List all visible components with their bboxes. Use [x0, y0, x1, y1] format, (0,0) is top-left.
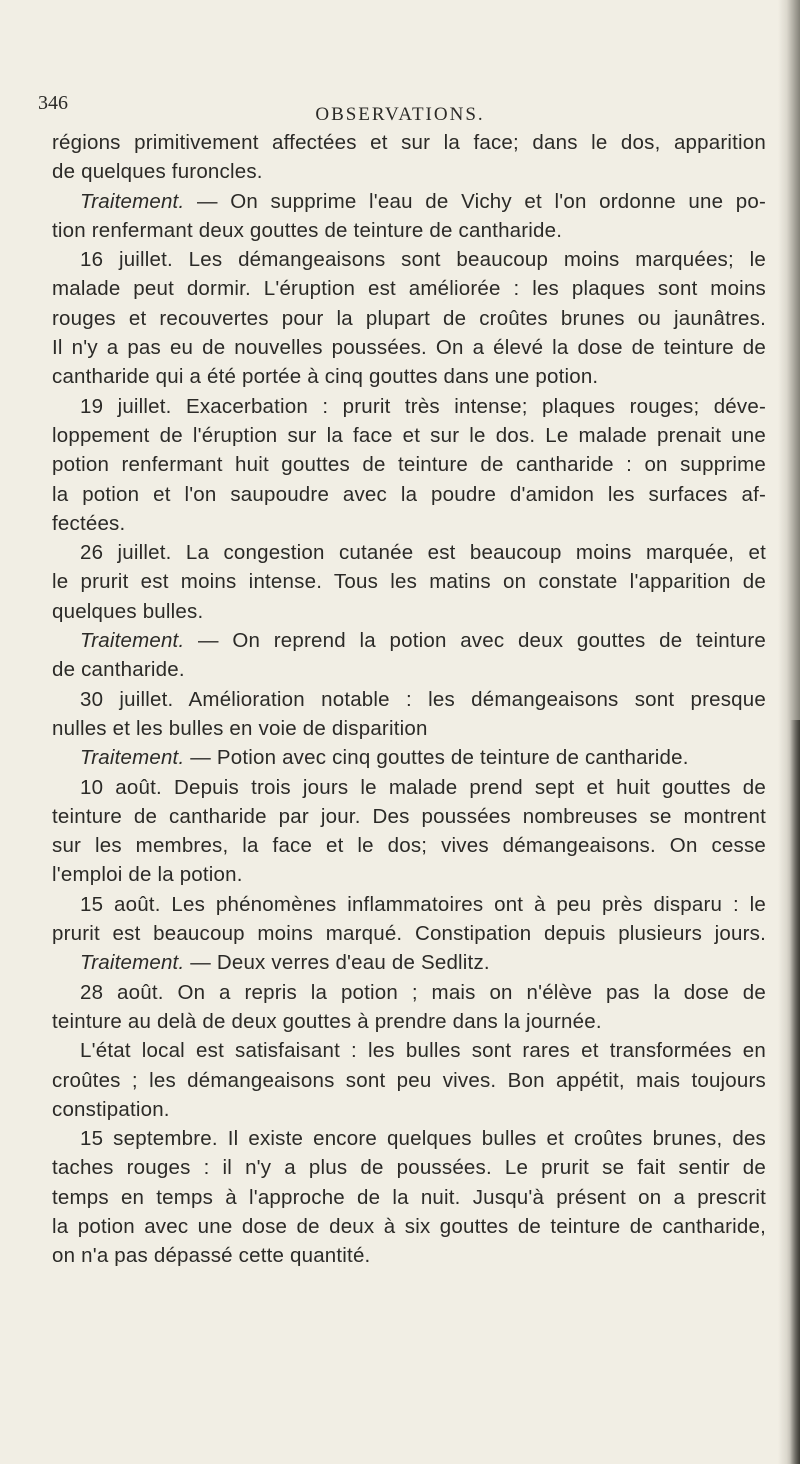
text-line: [52, 1066, 766, 1095]
line-text: temps en temps à l'approche de la nuit. Jusqu'à présent on a prescrit: [52, 1185, 766, 1209]
line-text: — Deux verres d'eau de Sedlitz.: [184, 951, 490, 975]
text-line: [52, 802, 766, 831]
line-text: cantharide qui a été portée à cinq gouttes dans une potion.: [52, 365, 599, 389]
line-text: le prurit est moins intense. Tous les matins on constate l'apparition de: [52, 570, 766, 594]
italic-label: Traitement.: [80, 629, 185, 653]
line-text: — Potion avec cinq gouttes de teinture de cantharide.: [184, 746, 689, 770]
line-text: de cantharide.: [52, 658, 185, 682]
line-text: — On reprend la potion avec deux gouttes de teinture: [184, 629, 766, 653]
text-line: [52, 1095, 766, 1124]
line-text: Il n'y a pas eu de nouvelles poussées. On a élevé la dose de teinture de: [52, 336, 766, 360]
text-line: [52, 567, 766, 596]
text-line: [52, 1124, 766, 1153]
text-line: [52, 1007, 766, 1036]
text-line: [52, 978, 766, 1007]
text-line: [52, 274, 766, 303]
line-text: on n'a pas dépassé cette quantité.: [52, 1244, 371, 1268]
line-text: — On supprime l'eau de Vichy et l'on ordonne une po-: [184, 189, 766, 213]
line-text: la potion avec une dose de deux à six gouttes de teinture de cantharide,: [52, 1214, 766, 1238]
line-text: de quelques furoncles.: [52, 160, 263, 184]
line-text: nulles et les bulles en voie de disparition: [52, 716, 428, 740]
line-text: taches rouges : il n'y a plus de poussées. Le prurit se fait sentir de: [52, 1156, 766, 1180]
line-text: la potion et l'on saupoudre avec la poudre d'amidon les surfaces af-: [52, 482, 766, 506]
text-line: [52, 128, 766, 157]
line-text: L'état local est satisfaisant : les bulles sont rares et transformées en: [80, 1039, 766, 1063]
body-text: [52, 128, 766, 1271]
text-line: [52, 890, 766, 919]
text-line: [52, 245, 766, 274]
line-text: 30 juillet. Amélioration notable : les démangeaisons sont presque: [80, 687, 766, 711]
text-line: [52, 597, 766, 626]
text-line: [52, 421, 766, 450]
line-text: malade peut dormir. L'éruption est améliorée : les plaques sont moins: [52, 277, 766, 301]
line-text: 16 juillet. Les démangeaisons sont beaucoup moins marquées; le: [80, 248, 766, 272]
text-line: [52, 1212, 766, 1241]
text-line: [52, 919, 766, 948]
line-text: sur les membres, la face et le dos; vives démangeaisons. On cesse: [52, 834, 766, 858]
line-text: 19 juillet. Exacerbation : prurit très intense; plaques rouges; déve-: [80, 394, 766, 418]
text-line: [52, 1241, 766, 1270]
line-text: quelques bulles.: [52, 599, 204, 623]
italic-label: Traitement.: [80, 746, 185, 770]
page-number: 346: [38, 92, 68, 114]
line-text: teinture au delà de deux gouttes à prendre dans la journée.: [52, 1009, 602, 1033]
text-line: [52, 626, 766, 655]
line-text: potion renfermant huit gouttes de teinture de cantharide : on supprime: [52, 453, 766, 477]
text-line: [52, 860, 766, 889]
text-line: [52, 743, 766, 772]
text-line: [52, 948, 766, 977]
text-line: [52, 157, 766, 186]
binding-edge: [790, 720, 800, 1464]
italic-label: Traitement.: [80, 189, 185, 213]
text-line: [52, 831, 766, 860]
text-line: [52, 773, 766, 802]
text-line: [52, 187, 766, 216]
line-text: rouges et recouvertes pour la plupart de croûtes brunes ou jaunâtres.: [52, 306, 766, 330]
running-head: OBSERVATIONS.: [315, 104, 485, 125]
text-line: [52, 1036, 766, 1065]
line-text: 26 juillet. La congestion cutanée est beaucoup moins marquée, et: [80, 541, 766, 565]
text-line: [52, 714, 766, 743]
text-line: [52, 304, 766, 333]
line-text: l'emploi de la potion.: [52, 863, 243, 887]
text-line: [52, 1153, 766, 1182]
text-line: [52, 655, 766, 684]
text-line: [52, 392, 766, 421]
line-text: constipation.: [52, 1097, 170, 1121]
text-line: [52, 685, 766, 714]
text-line: [52, 538, 766, 567]
text-line: [52, 216, 766, 245]
line-text: fectées.: [52, 511, 126, 535]
text-line: [52, 480, 766, 509]
text-line: [52, 450, 766, 479]
text-line: [52, 362, 766, 391]
italic-label: Traitement.: [80, 951, 185, 975]
text-line: [52, 509, 766, 538]
line-text: 28 août. On a repris la potion ; mais on n'élève pas la dose de: [80, 980, 766, 1004]
line-text: 10 août. Depuis trois jours le malade prend sept et huit gouttes de: [80, 775, 766, 799]
text-line: [52, 333, 766, 362]
line-text: loppement de l'éruption sur la face et sur le dos. Le malade prenait une: [52, 423, 766, 447]
line-text: régions primitivement affectées et sur la face; dans le dos, apparition: [52, 131, 766, 154]
text-line: [52, 1183, 766, 1212]
line-text: tion renfermant deux gouttes de teinture de cantharide.: [52, 218, 563, 242]
line-text: croûtes ; les démangeaisons sont peu vives. Bon appétit, mais toujours: [52, 1068, 766, 1092]
line-text: teinture de cantharide par jour. Des poussées nombreuses se montrent: [52, 804, 766, 828]
line-text: 15 septembre. Il existe encore quelques bulles et croûtes brunes, des: [80, 1127, 766, 1151]
line-text: 15 août. Les phénomènes inflammatoires ont à peu près disparu : le: [80, 892, 766, 916]
line-text: prurit est beaucoup moins marqué. Constipation depuis plusieurs jours.: [52, 922, 766, 946]
